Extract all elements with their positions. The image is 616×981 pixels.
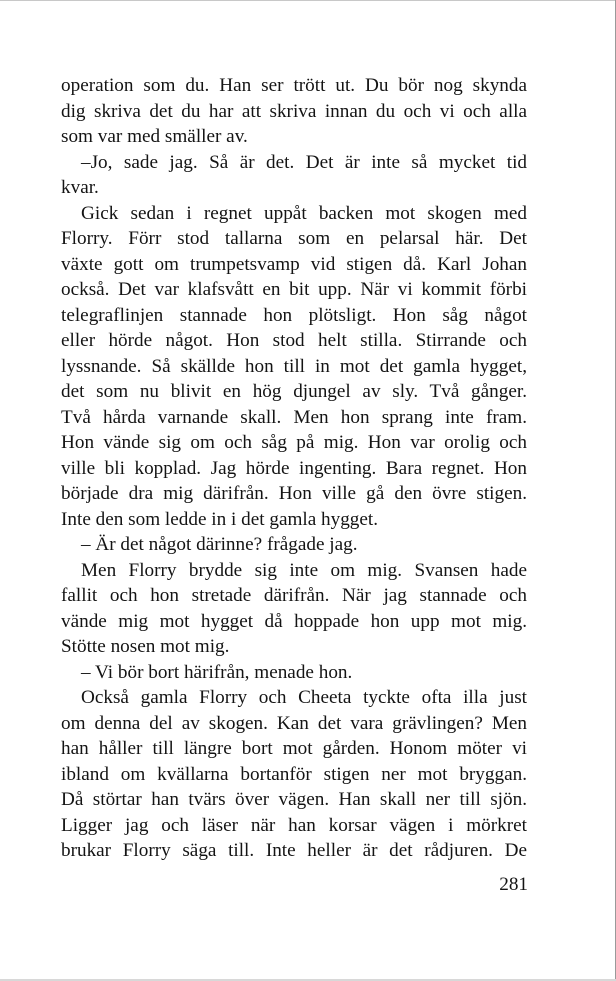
text-line: Men Florry brydde sig inte om mig. Svansen hade <box>81 559 527 581</box>
text-line: Två hårda varnande skall. Men hon sprang inte fram. <box>61 406 527 428</box>
text-line: Stötte nosen mot mig. <box>61 636 230 657</box>
text-line: dig skriva det du har att skriva innan du och vi och alla <box>61 100 527 122</box>
text-line: också. Det var klafsvått en bit upp. När vi kommit förbi <box>61 279 527 300</box>
text-line: kvar. <box>61 177 99 198</box>
text-line: operation som du. Han ser trött ut. Du bör nog skynda <box>61 75 527 96</box>
text-line: –Jo, sade jag. Så är det. Det är inte så mycket tid <box>81 151 527 173</box>
text-line: fallit och hon stretade därifrån. När jag stannade och <box>61 585 527 606</box>
text-line: brukar Florry säga till. Inte heller är det rådjuren. De <box>61 840 527 861</box>
text-line: Florry. Förr stod tallarna som en pelarsal här. Det <box>61 228 527 249</box>
body-text <box>61 73 527 864</box>
text-line: lyssnande. Så skällde hon till in mot det gamla hygget, <box>61 355 527 377</box>
text-line: Också gamla Florry och Cheeta tyckte ofta illa just <box>81 687 527 708</box>
text-line: Då störtar han tvärs över vägen. Han skall ner till sjön. <box>61 789 527 810</box>
text-line: vände mig mot hygget då hoppade hon upp mot mig. <box>61 610 527 632</box>
text-line: Hon vände sig om och såg på mig. Hon var orolig och <box>61 432 527 453</box>
text-line: Gick sedan i regnet uppåt backen mot skogen med <box>81 202 527 224</box>
text-line: ville bli kopplad. Jag hörde ingenting. Bara regnet. Hon <box>61 457 527 479</box>
text-line: växte gott om trumpetsvamp vid stigen då. Karl Johan <box>61 253 527 275</box>
page-top-edge <box>0 0 616 1</box>
text-line: – Vi bör bort härifrån, menade hon. <box>81 661 353 683</box>
text-line: som var med smäller av. <box>61 126 248 147</box>
text-line: – Är det något därinne? frågade jag. <box>81 534 358 555</box>
text-line: började dra mig därifrån. Hon ville gå den övre stigen. <box>61 483 527 504</box>
text-line: Ligger jag och läser när han korsar vägen i mörkret <box>61 814 527 836</box>
text-line: telegraflinjen stannade hon plötsligt. Hon såg något <box>61 304 527 326</box>
text-line: det som nu blivit en hög djungel av sly. Två gånger. <box>61 381 527 402</box>
text-line: Inte den som ledde in i det gamla hygget. <box>61 508 379 530</box>
text-line: ibland om kvällarna bortanför stigen ner mot bryggan. <box>61 763 527 785</box>
text-line: han håller till längre bort mot gården. Honom möter vi <box>61 738 527 759</box>
text-line: om denna del av skogen. Kan det vara grävlingen? Men <box>61 712 527 734</box>
text-line: eller hörde något. Hon stod helt stilla. Stirrande och <box>61 330 527 351</box>
page-number: 281 <box>499 874 528 895</box>
